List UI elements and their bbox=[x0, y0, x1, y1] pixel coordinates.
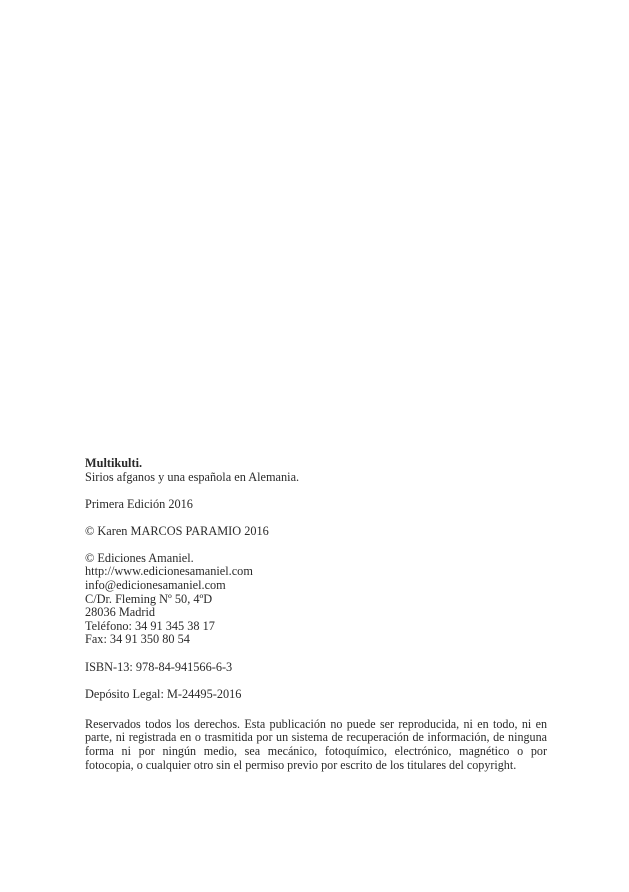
publisher-city: 28036 Madrid bbox=[85, 605, 156, 620]
publisher-copyright: © Ediciones Amaniel. bbox=[85, 550, 194, 565]
book-subtitle: Sirios afganos y una española en Alemania. bbox=[85, 469, 300, 484]
spacer bbox=[85, 701, 547, 715]
edition-line: Primera Edición 2016 bbox=[85, 496, 193, 511]
isbn-line: ISBN-13: 978-84-941566-6-3 bbox=[85, 659, 233, 674]
publisher-fax: Fax: 34 91 350 80 54 bbox=[85, 632, 190, 647]
legal-deposit-line: Depósito Legal: M-24495-2016 bbox=[85, 686, 242, 701]
publisher-email: info@edicionesamaniel.com bbox=[85, 578, 226, 593]
spacer bbox=[85, 511, 547, 525]
publisher-website: http://www.edicionesamaniel.com bbox=[85, 564, 253, 579]
spacer bbox=[85, 538, 547, 552]
spacer bbox=[85, 674, 547, 688]
spacer bbox=[85, 647, 547, 661]
spacer bbox=[85, 484, 547, 498]
publisher-address: C/Dr. Fleming Nº 50, 4ºD bbox=[85, 591, 213, 606]
colophon-block bbox=[85, 457, 547, 772]
publisher-phone: Teléfono: 34 91 345 38 17 bbox=[85, 618, 215, 633]
author-copyright: © Karen MARCOS PARAMIO 2016 bbox=[85, 523, 269, 538]
rights-notice: Reservados todos los derechos. Esta publicación no puede ser reproducida, ni en todo, ni en parte, ni registrada en o trasmitida por un sistema de recuperación de información, de ninguna forma ni por ningún medio, sea mecánico, fotoquímico, electrónico, magnético o por fotocopia, o cualquier otro sin el permiso previo por escrito de los titulares del copyright. bbox=[85, 716, 547, 772]
book-title: Multikulti. bbox=[85, 456, 143, 470]
